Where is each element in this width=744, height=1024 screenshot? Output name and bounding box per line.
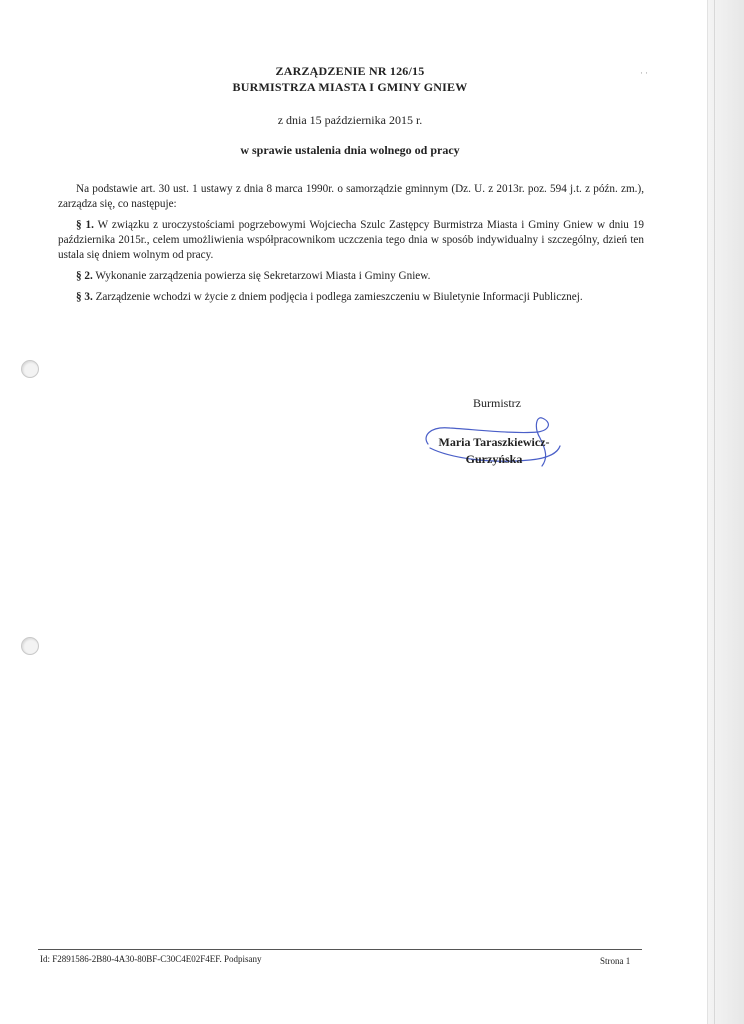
document-date: z dnia 15 października 2015 r. <box>277 113 423 127</box>
section-1-paragraph <box>58 218 644 263</box>
document-title-line1: ZARZĄDZENIE NR 126/15 <box>275 64 425 78</box>
document-id: Id: F2891586-2B80-4A30-80BF-C30C4E02F4EF. Podpisany <box>40 954 262 964</box>
signer-role: Burmistrz <box>473 396 521 410</box>
section-2-label: § 2. <box>76 270 93 282</box>
section-3-paragraph <box>58 290 644 305</box>
section-1-text: W związku z uroczystościami pogrzebowymi Wojciecha Szulc Zastępcy Burmistrza Miasta i Gminy Gniew w dniu 19 października 2015r., celem umożliwienia współpracownikom uczczenia tego dnia w sposób indywidualny i szczególny, dzień ten ustala się dniem wolnym od pracy. <box>58 219 645 261</box>
document-title-line2: BURMISTRZA MIASTA I GMINY GNIEW <box>232 80 468 94</box>
page-number: Strona 1 <box>600 956 631 966</box>
section-2-text: Wykonanie zarządzenia powierza się Sekretarzowi Miasta i Gminy Gniew. <box>95 270 431 282</box>
section-2-paragraph <box>58 269 644 284</box>
punch-hole-icon <box>21 637 39 655</box>
page-edge-shadow <box>707 0 744 1024</box>
section-3-text: Zarządzenie wchodzi w życie z dniem podjęcia i podlega zamieszczeniu w Biuletynie Informacji Publicznej. <box>95 291 583 303</box>
document-subject: w sprawie ustalenia dnia wolnego od pracy <box>240 143 460 157</box>
section-1-label: § 1. <box>76 219 94 231</box>
signer-name-line1: Maria Taraszkiewicz- <box>438 435 550 449</box>
signer-name-line2: Gurzyńska <box>465 452 523 466</box>
footer-divider <box>38 949 642 950</box>
section-3-label: § 3. <box>76 291 93 303</box>
preamble-paragraph: Na podstawie art. 30 ust. 1 ustawy z dnia 8 marca 1990r. o samorządzie gminnym (Dz. U. z 2013r. poz. 594 j.t. z późn. zm.), zarządza się, co następuje: <box>58 183 644 210</box>
scan-speck: ·· <box>640 68 650 78</box>
punch-hole-icon <box>21 360 39 378</box>
signer-name <box>410 434 578 468</box>
document-body <box>58 182 644 311</box>
